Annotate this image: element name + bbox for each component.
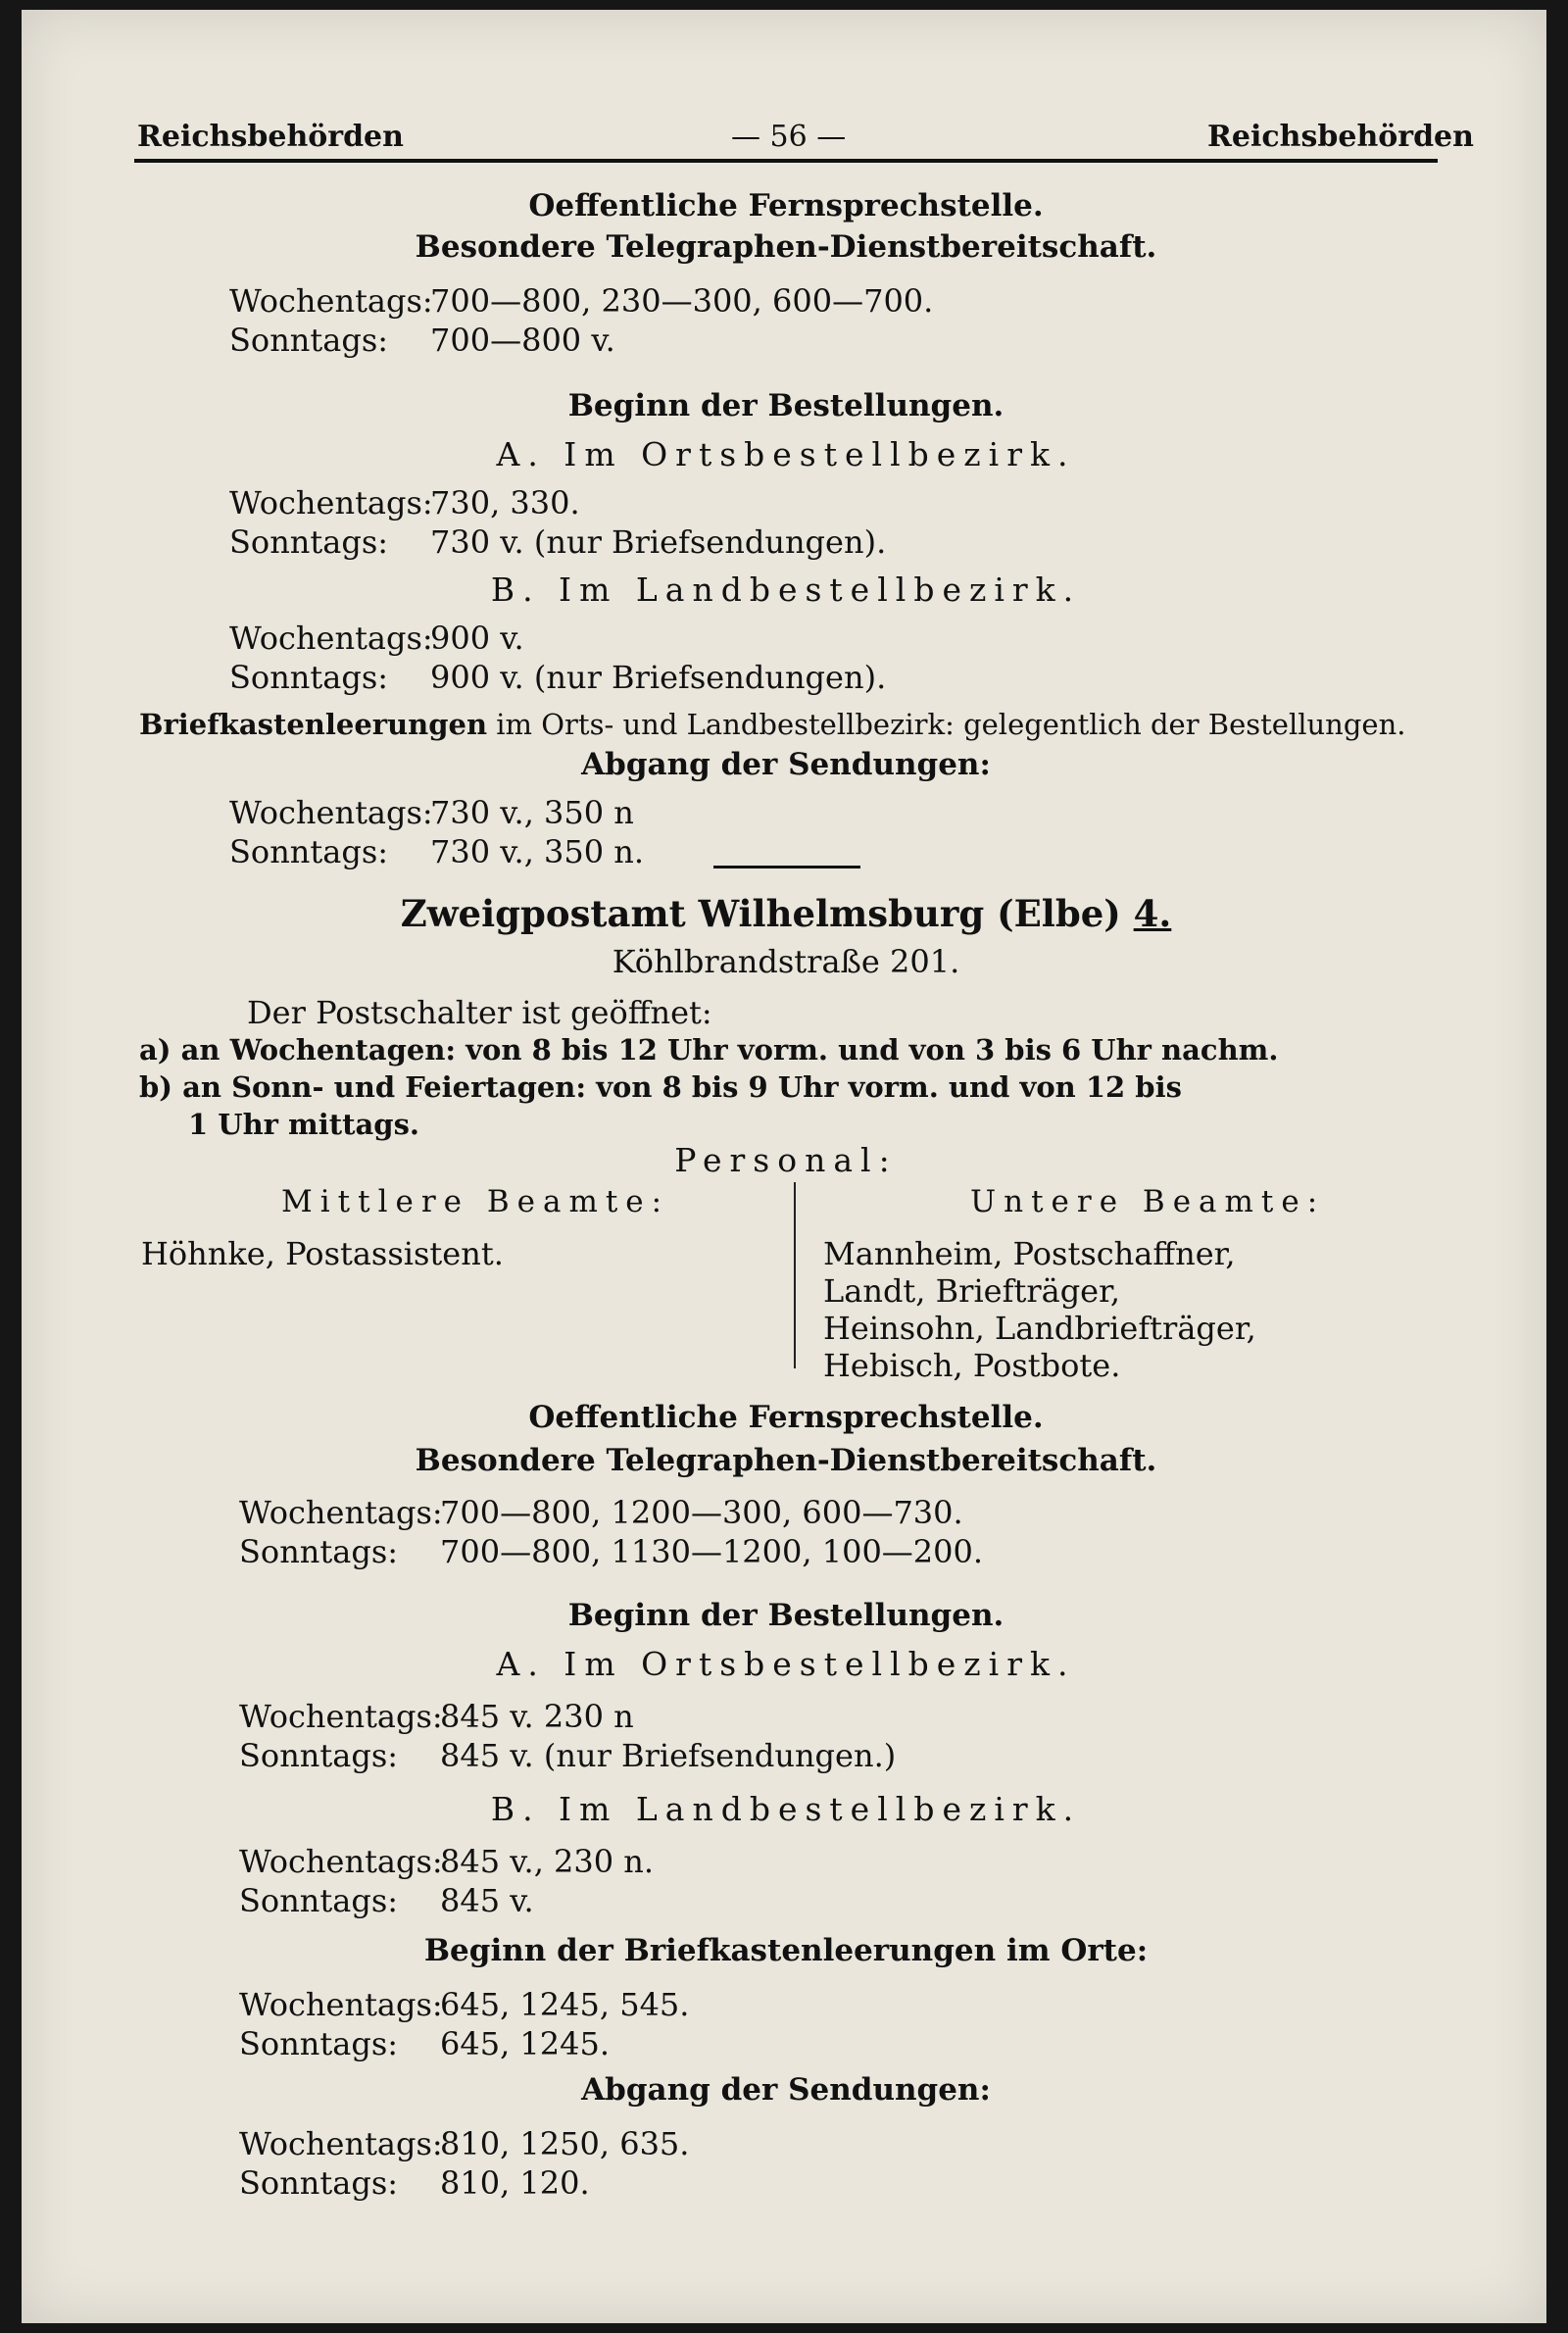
fernsprech-heading: Oeffentliche Fernsprechstelle. — [528, 1400, 1044, 1435]
dispatch-value: 810, 1250, 635. — [440, 2125, 690, 2162]
delivery-row — [229, 620, 524, 657]
office-title — [134, 892, 1438, 935]
dispatch-label: Wochentags: — [239, 2125, 443, 2162]
telegraph-heading: Besondere Telegraphen-Dienstbereitschaft. — [415, 1443, 1157, 1478]
hours-value: 700—800 v. — [430, 322, 615, 359]
landbestell-heading: B. Im Landbestellbezirk. — [490, 571, 1082, 609]
dispatch-value: 730 v., 350 n. — [430, 833, 645, 870]
hours-value: 700—800, 1200—300, 600—730. — [440, 1494, 963, 1531]
mailbox-label: Wochentags: — [239, 1986, 443, 2023]
abgang-heading: Abgang der Sendungen: — [581, 2072, 991, 2108]
section-divider — [713, 866, 860, 869]
abgang-heading: Abgang der Sendungen: — [581, 747, 991, 782]
delivery-label: Sonntags: — [239, 1737, 399, 1774]
briefkasten-heading: Beginn der Briefkastenleerungen im Orte: — [423, 1933, 1149, 1968]
staff-entry: Höhnke, Postassistent. — [141, 1235, 504, 1272]
office-name: Zweigpostamt Wilhelmsburg (Elbe) — [400, 892, 1121, 935]
fernsprech-heading: Oeffentliche Fernsprechstelle. — [528, 188, 1044, 223]
ortsbestell-heading: A. Im Ortsbestellbezirk. — [496, 1645, 1076, 1683]
schalter-sundays-cont: 1 Uhr mittags. — [188, 1108, 420, 1141]
landbestell-heading: B. Im Landbestellbezirk. — [490, 1790, 1082, 1828]
briefkasten-text: im Orts- und Landbestellbezirk: gelegentlich der Bestellungen. — [487, 708, 1406, 741]
page-number: — 56 — — [731, 120, 847, 154]
delivery-label: Wochentags: — [229, 620, 433, 657]
delivery-row — [239, 1843, 654, 1880]
delivery-value: 900 v. (nur Briefsendungen). — [430, 659, 887, 696]
delivery-row — [229, 484, 580, 521]
mailbox-label: Sonntags: — [239, 2025, 399, 2062]
dispatch-value: 730 v., 350 n — [430, 794, 634, 831]
dispatch-label: Sonntags: — [229, 833, 389, 870]
schalter-weekdays: a) an Wochentagen: von 8 bis 12 Uhr vorm. und von 3 bis 6 Uhr nachm. — [139, 1033, 1279, 1067]
delivery-label: Wochentags: — [229, 484, 433, 521]
briefkasten-label: Briefkastenleerungen — [139, 708, 488, 741]
office-address: Köhlbrandstraße 201. — [612, 943, 960, 980]
dispatch-value: 810, 120. — [440, 2164, 590, 2202]
hours-label: Wochentags: — [229, 282, 433, 320]
delivery-value: 900 v. — [430, 620, 524, 657]
mailbox-value: 645, 1245. — [440, 2025, 611, 2062]
dispatch-label: Wochentags: — [229, 794, 433, 831]
dispatch-row — [239, 2125, 689, 2162]
staff-entry: Hebisch, Postbote. — [823, 1347, 1121, 1384]
delivery-value: 845 v. 230 n — [440, 1698, 634, 1735]
hours-label: Wochentags: — [239, 1494, 443, 1531]
header-rule — [134, 159, 1438, 163]
delivery-label: Sonntags: — [229, 523, 389, 561]
delivery-value: 730 v. (nur Briefsendungen). — [430, 523, 887, 561]
delivery-label: Sonntags: — [239, 1882, 399, 1919]
delivery-label: Wochentags: — [239, 1843, 443, 1880]
hours-value: 700—800, 1130—1200, 100—200. — [440, 1533, 984, 1570]
dispatch-row — [239, 2164, 590, 2202]
hours-value: 700—800, 230—300, 600—700. — [430, 282, 934, 320]
dispatch-row — [229, 833, 644, 870]
mailbox-row — [239, 2025, 610, 2062]
delivery-value: 845 v. — [440, 1882, 534, 1919]
beginn-bestellungen-heading: Beginn der Bestellungen. — [567, 388, 1004, 423]
delivery-label: Sonntags: — [229, 659, 389, 696]
dispatch-label: Sonntags: — [239, 2164, 399, 2202]
hours-label: Sonntags: — [229, 322, 389, 359]
hours-label: Sonntags: — [239, 1533, 399, 1570]
beginn-bestellungen-heading: Beginn der Bestellungen. — [567, 1598, 1004, 1633]
delivery-value: 730, 330. — [430, 484, 580, 521]
personal-heading: Personal: — [674, 1141, 898, 1179]
staff-entry: Mannheim, Postschaffner, — [823, 1235, 1236, 1272]
schalter-sundays: b) an Sonn- und Feiertagen: von 8 bis 9 Uhr vorm. und von 12 bis — [139, 1070, 1182, 1104]
hours-row — [239, 1533, 983, 1570]
delivery-value: 845 v. (nur Briefsendungen.) — [440, 1737, 897, 1774]
scanned-page — [22, 10, 1546, 2323]
staff-entry: Heinsohn, Landbriefträger, — [823, 1310, 1256, 1347]
ortsbestell-heading: A. Im Ortsbestellbezirk. — [496, 435, 1076, 473]
untere-heading: Untere Beamte: — [970, 1184, 1326, 1219]
delivery-label: Wochentags: — [239, 1698, 443, 1735]
hours-row — [239, 1494, 963, 1531]
mailbox-row — [239, 1986, 689, 2023]
delivery-row — [229, 523, 886, 561]
delivery-row — [229, 659, 886, 696]
column-divider — [794, 1182, 796, 1368]
delivery-row — [239, 1882, 534, 1919]
running-head-left: Reichsbehörden — [137, 120, 404, 154]
dispatch-row — [229, 794, 634, 831]
delivery-value: 845 v., 230 n. — [440, 1843, 655, 1880]
running-head-right: Reichsbehörden — [1207, 120, 1474, 154]
mailbox-value: 645, 1245, 545. — [440, 1986, 690, 2023]
delivery-row — [239, 1698, 634, 1735]
schalter-intro: Der Postschalter ist geöffnet: — [247, 994, 712, 1031]
hours-row — [229, 322, 615, 359]
telegraph-heading: Besondere Telegraphen-Dienstbereitschaft. — [415, 229, 1157, 265]
mittlere-heading: Mittlere Beamte: — [281, 1184, 670, 1219]
hours-row — [229, 282, 933, 320]
delivery-row — [239, 1737, 896, 1774]
office-number: 4. — [1133, 892, 1172, 935]
briefkasten-line — [139, 708, 1405, 741]
staff-entry: Landt, Briefträger, — [823, 1272, 1121, 1310]
